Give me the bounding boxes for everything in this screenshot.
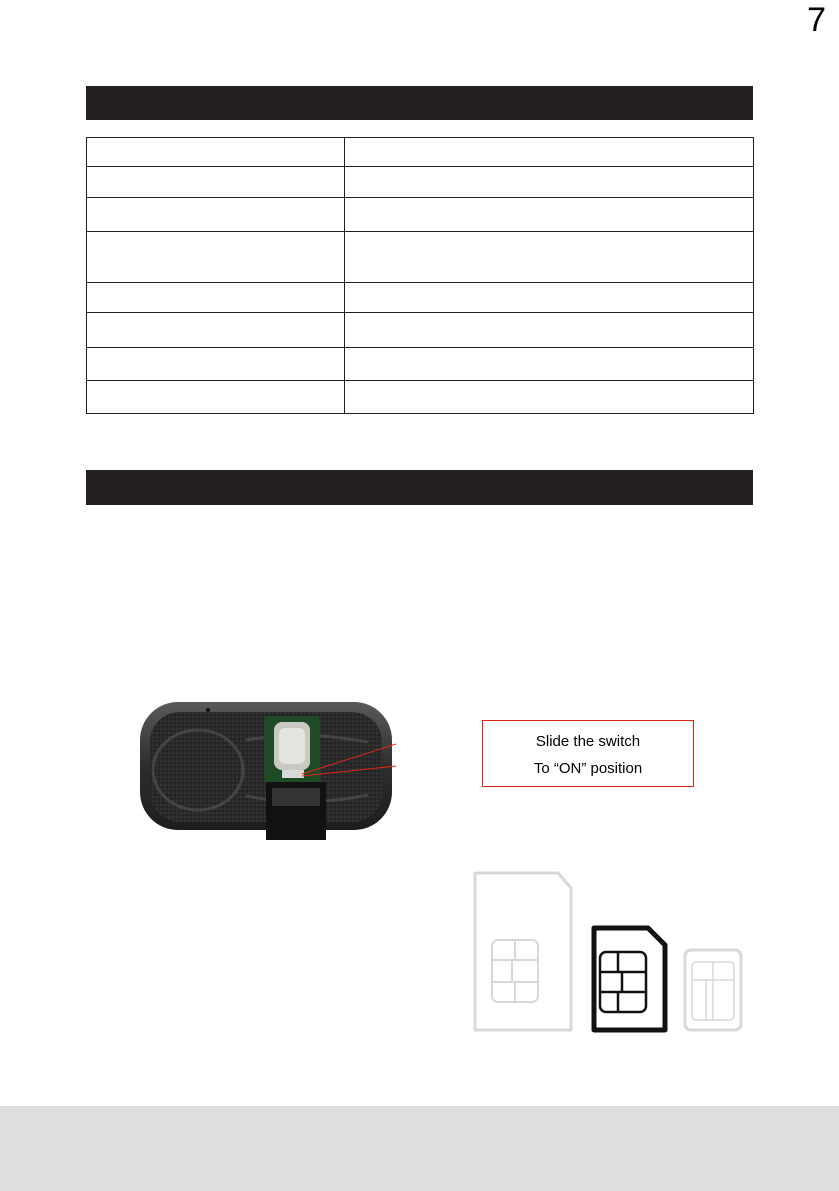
table-row: [87, 348, 754, 381]
table-cell: [87, 313, 345, 348]
footer-band: [0, 1106, 839, 1191]
table-cell: [345, 313, 754, 348]
table-cell: [345, 167, 754, 198]
table-cell: [345, 283, 754, 313]
table-row: [87, 313, 754, 348]
table-cell: [87, 138, 345, 167]
table-cell: [345, 348, 754, 381]
callout-line-2: To “ON” position: [533, 760, 643, 777]
section-header-bar-specifications: [86, 86, 753, 120]
table-row: [87, 167, 754, 198]
sim-card-sizes-icon: [470, 870, 750, 1035]
table-cell: [87, 381, 345, 414]
section-header-bar-installation: [86, 470, 753, 505]
specifications-table: [86, 137, 754, 414]
table-cell: [345, 138, 754, 167]
table-cell: [87, 198, 345, 232]
table-row: [87, 198, 754, 232]
table-row: [87, 283, 754, 313]
callout-line-1: Slide the switch: [535, 733, 641, 750]
table-cell: [345, 381, 754, 414]
table-cell: [87, 283, 345, 313]
table-cell: [87, 167, 345, 198]
table-cell: [87, 348, 345, 381]
table-cell: [87, 232, 345, 283]
switch-instruction-callout: [482, 720, 694, 787]
table-cell: [345, 232, 754, 283]
page-number: 7: [807, 1, 826, 39]
table-row: [87, 232, 754, 283]
table-row: [87, 138, 754, 167]
gps-tracker-device-photo: [136, 700, 396, 842]
table-cell: [345, 198, 754, 232]
table-row: [87, 381, 754, 414]
